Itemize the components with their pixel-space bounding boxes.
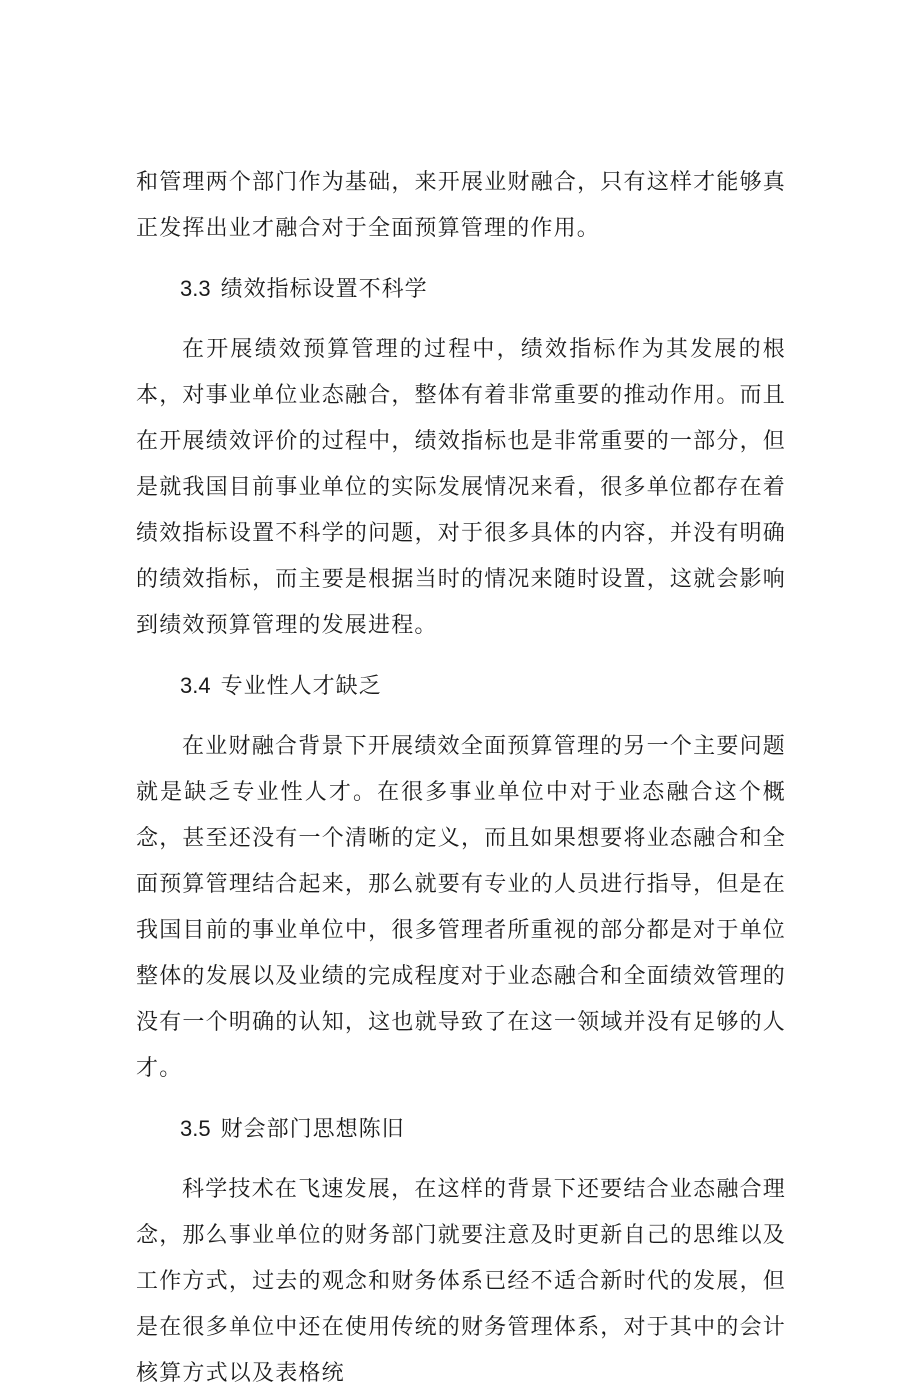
- section-heading-3-3: [136, 266, 786, 313]
- section-heading-3-4: [136, 663, 786, 710]
- section-number: 3.3: [180, 276, 211, 301]
- section-title: 绩效指标设置不科学: [220, 277, 428, 302]
- section-number: 3.4: [180, 673, 211, 698]
- section-title: 财会部门思想陈旧: [220, 1117, 405, 1142]
- paragraph-continuation: 和管理两个部门作为基础，来开展业财融合，只有这样才能够真正发挥出业才融合对于全面预算管理的作用。: [136, 170, 786, 241]
- paragraph-outdated-thinking: 科学技术在飞速发展，在这样的背景下还要结合业态融合理念，那么事业单位的财务部门就要注意及时更新自己的思维以及工作方式，过去的观念和财务体系已经不适合新时代的发展，但是在很多单位中还在使用传统的财务管理体系，对于其中的会计核算方式以及表格统: [136, 1177, 786, 1386]
- section-number: 3.5: [180, 1116, 211, 1141]
- document-page: [136, 160, 786, 1397]
- section-heading-3-5: [136, 1106, 786, 1153]
- paragraph-talent-shortage: 在业财融合背景下开展绩效全面预算管理的另一个主要问题就是缺乏专业性人才。在很多事业单位中对于业态融合这个概念，甚至还没有一个清晰的定义，而且如果想要将业态融合和全面预算管理结合起来，那么就要有专业的人员进行指导，但是在我国目前的事业单位中，很多管理者所重视的部分都是对于单位整体的发展以及业绩的完成程度对于业态融合和全面绩效管理的没有一个明确的认知，这也就导致了在这一领域并没有足够的人才。: [136, 734, 786, 1081]
- paragraph-performance-indicators: 在开展绩效预算管理的过程中，绩效指标作为其发展的根本，对事业单位业态融合，整体有着非常重要的推动作用。而且在开展绩效评价的过程中，绩效指标也是非常重要的一部分，但是就我国目前事业单位的实际发展情况来看，很多单位都存在着绩效指标设置不科学的问题，对于很多具体的内容，并没有明确的绩效指标，而主要是根据当时的情况来随时设置，这就会影响到绩效预算管理的发展进程。: [136, 337, 786, 638]
- section-title: 专业性人才缺乏: [220, 674, 382, 699]
